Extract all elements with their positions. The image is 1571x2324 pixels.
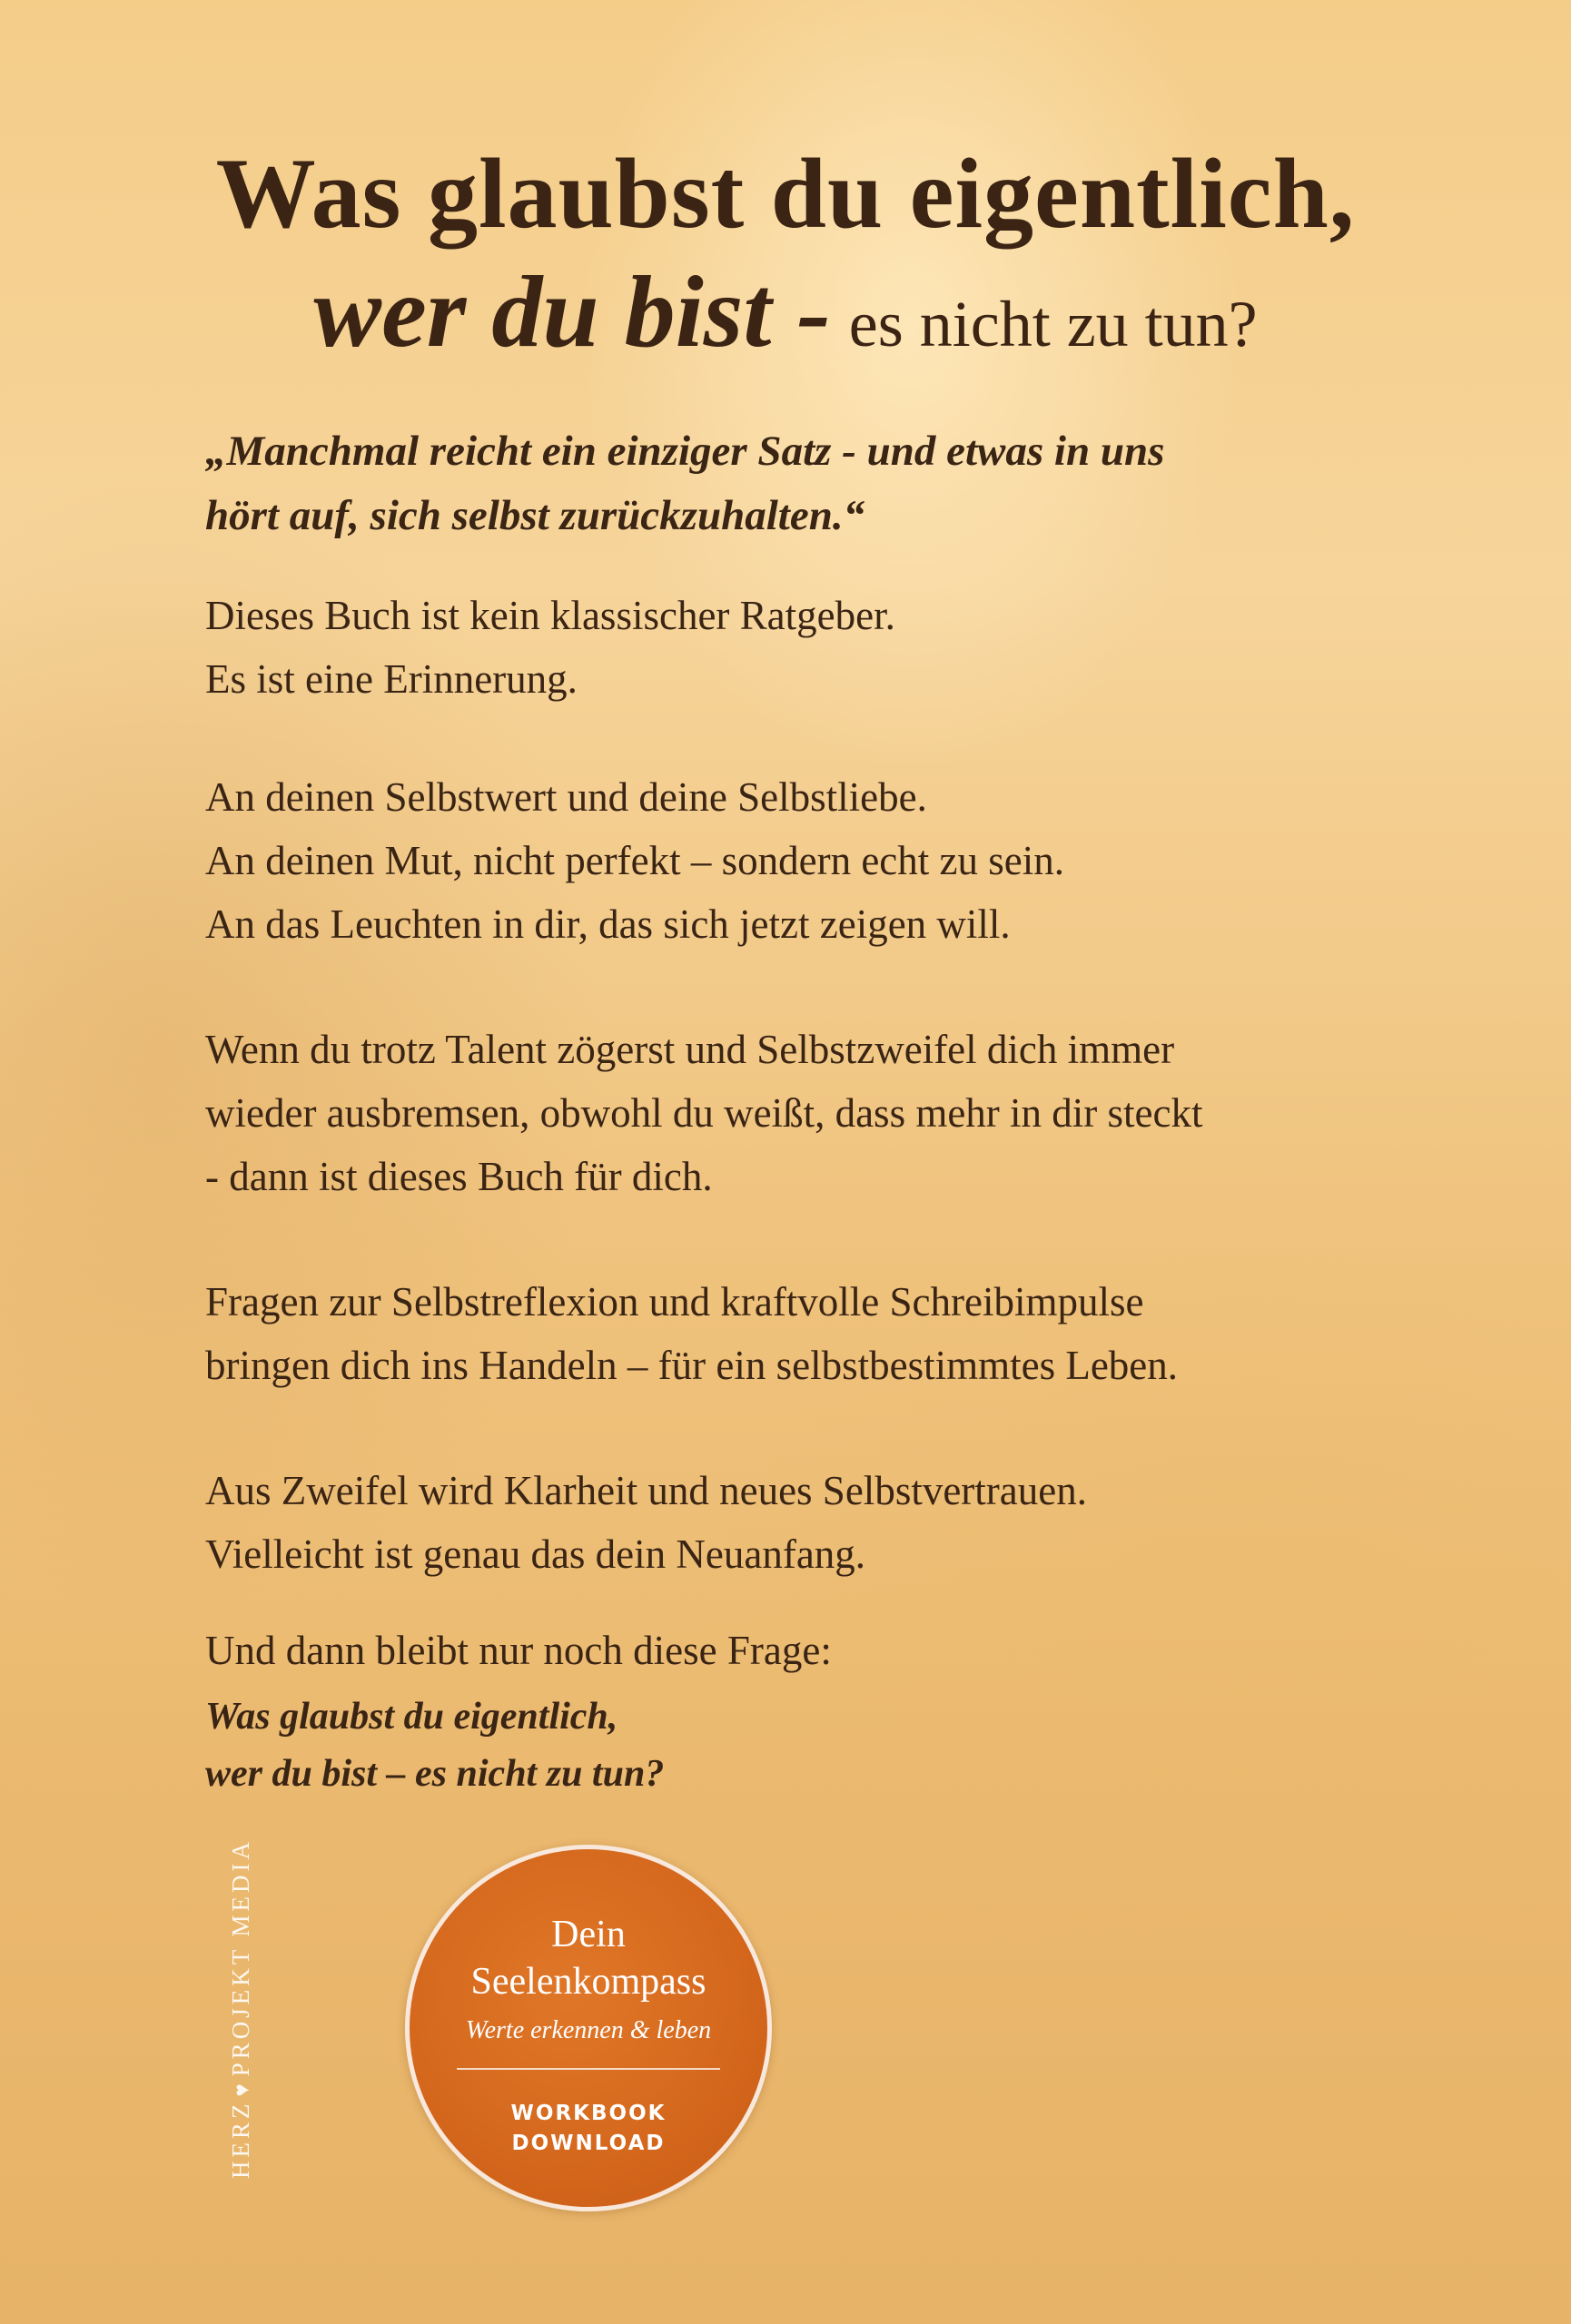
publisher-logo bbox=[227, 1838, 255, 2179]
text-line: An deinen Mut, nicht perfekt – sondern echt zu sein. bbox=[205, 838, 1064, 883]
headline-italic: wer du bist - bbox=[313, 256, 831, 369]
headline-line2 bbox=[0, 254, 1571, 371]
text-line: Wenn du trotz Talent zögerst und Selbstzweifel dich immer bbox=[205, 1027, 1175, 1072]
closing-line: Was glaubst du eigentlich, bbox=[205, 1696, 618, 1738]
badge-title-line1: Dein bbox=[551, 1914, 626, 1955]
text-line: Fragen zur Selbstreflexion und kraftvolle Schreibimpulse bbox=[205, 1279, 1144, 1324]
closing-line: wer du bist – es nicht zu tun? bbox=[205, 1753, 665, 1795]
publisher-name-part2: PROJEKT MEDIA bbox=[227, 1837, 254, 2077]
badge-cta bbox=[410, 2099, 767, 2159]
text-line: bringen dich ins Handeln – für ein selbstbestimmtes Leben. bbox=[205, 1343, 1179, 1388]
badge-cta-line1: WORKBOOK bbox=[510, 2102, 667, 2125]
heart-icon: ♥ bbox=[231, 2080, 254, 2097]
paragraph-2 bbox=[205, 765, 1431, 956]
paragraph-4 bbox=[205, 1270, 1431, 1397]
text-line: An deinen Selbstwert und deine Selbstliebe. bbox=[205, 774, 927, 820]
headline-line1: Was glaubst du eigentlich, bbox=[215, 138, 1356, 249]
paragraph-5 bbox=[205, 1459, 1431, 1586]
pull-quote-line: „Manchmal reicht ein einziger Satz - und etwas in uns bbox=[205, 428, 1165, 475]
badge-subtitle: Werte erkennen & leben bbox=[465, 2016, 712, 2044]
badge-cta-line2: DOWNLOAD bbox=[511, 2132, 666, 2155]
paragraph-6 bbox=[205, 1619, 1431, 1682]
text-line: Es ist eine Erinnerung. bbox=[205, 656, 578, 702]
text-line: wieder ausbremsen, obwohl du weißt, dass mehr in dir steckt bbox=[205, 1090, 1203, 1136]
text-line: Und dann bleibt nur noch diese Frage: bbox=[205, 1628, 832, 1673]
publisher-name-part1: HERZ bbox=[227, 2100, 254, 2179]
badge-title-line2: Seelenkompass bbox=[470, 1961, 706, 2003]
text-line: An das Leuchten in dir, das sich jetzt zeigen will. bbox=[205, 901, 1011, 947]
paragraph-1 bbox=[205, 584, 1431, 711]
pull-quote-line: hört auf, sich selbst zurückzuhalten.“ bbox=[205, 492, 865, 539]
text-line: Vielleicht ist genau das dein Neuanfang. bbox=[205, 1531, 866, 1577]
text-line: Aus Zweifel wird Klarheit und neues Selbstvertrauen. bbox=[205, 1468, 1087, 1513]
workbook-download-badge[interactable] bbox=[405, 1845, 772, 2211]
closing-question bbox=[205, 1689, 1386, 1803]
pull-quote bbox=[205, 419, 1395, 548]
paragraph-3 bbox=[205, 1018, 1431, 1208]
text-line: - dann ist dieses Buch für dich. bbox=[205, 1154, 713, 1199]
text-line: Dieses Buch ist kein klassischer Ratgeber. bbox=[205, 593, 895, 638]
headline-rest: es nicht zu tun? bbox=[848, 288, 1258, 360]
badge-divider bbox=[457, 2068, 720, 2070]
